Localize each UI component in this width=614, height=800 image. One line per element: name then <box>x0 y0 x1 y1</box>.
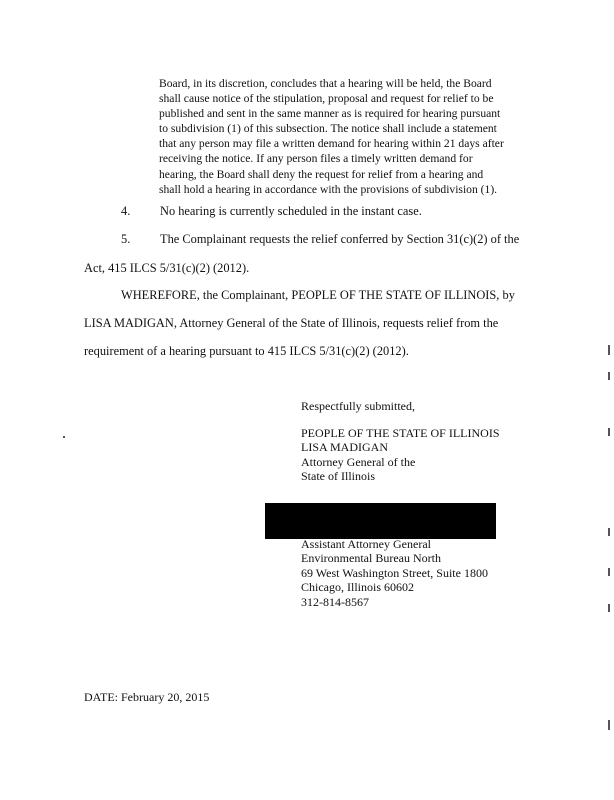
attorney-address-block <box>301 537 488 609</box>
address-line: 69 West Washington Street, Suite 1800 <box>301 565 488 580</box>
quoted-statute-block <box>159 76 529 197</box>
wherefore-line: requirement of a hearing pursuant to 415 ILCS 5/31(c)(2) (2012). <box>84 344 409 358</box>
item-4-text: No hearing is currently scheduled in the instant case. <box>160 204 422 218</box>
closing: Respectfully submitted, <box>301 399 415 413</box>
party-signature-block <box>301 426 500 484</box>
item-5-text: The Complainant requests the relief conferred by Section 31(c)(2) of the <box>160 232 520 246</box>
address-line: Chicago, Illinois 60602 <box>301 580 414 595</box>
address-line: Assistant Attorney General <box>301 537 431 551</box>
scan-mark <box>608 568 610 576</box>
wherefore-line: LISA MADIGAN, Attorney General of the State of Illinois, requests relief from the <box>84 316 499 330</box>
wherefore-line: WHEREFORE, the Complainant, PEOPLE OF THE STATE OF ILLINOIS, by <box>121 288 515 302</box>
address-line: Environmental Bureau North <box>301 551 441 566</box>
scan-mark <box>608 428 610 436</box>
quote-line: receiving the notice. If any person files a timely written demand for <box>159 152 473 166</box>
redacted-signature <box>265 503 496 539</box>
scan-speck <box>63 436 65 438</box>
quote-line: to subdivision (1) of this subsection. The notice shall include a statement <box>159 122 497 136</box>
quote-line: Board, in its discretion, concludes that a hearing will be held, the Board <box>159 77 492 90</box>
quote-line: published and sent in the same manner as is required for hearing pursuant <box>159 107 501 121</box>
quote-line: that any person may file a written demand for hearing within 21 days after <box>159 137 504 151</box>
address-line: 312-814-8567 <box>301 594 369 609</box>
party-line: LISA MADIGAN <box>301 440 388 455</box>
quote-line: shall cause notice of the stipulation, proposal and request for relief to be <box>159 92 494 106</box>
quote-line: hearing, the Board shall deny the request for relief from a hearing and <box>159 167 484 181</box>
item-5-continuation: Act, 415 ILCS 5/31(c)(2) (2012). <box>84 261 250 275</box>
party-line: Attorney General of the <box>301 454 416 469</box>
scan-mark <box>608 604 610 612</box>
scan-mark <box>608 345 610 355</box>
date-line: DATE: February 20, 2015 <box>84 690 210 704</box>
scan-mark <box>608 528 610 536</box>
quote-line: shall hold a hearing in accordance with the provisions of subdivision (1). <box>159 182 498 196</box>
scan-mark <box>608 372 610 380</box>
scan-mark <box>608 720 610 730</box>
item-4-number: 4. <box>121 204 131 218</box>
item-5-number: 5. <box>121 232 131 246</box>
party-line: PEOPLE OF THE STATE OF ILLINOIS <box>301 426 500 440</box>
party-line: State of Illinois <box>301 469 375 484</box>
